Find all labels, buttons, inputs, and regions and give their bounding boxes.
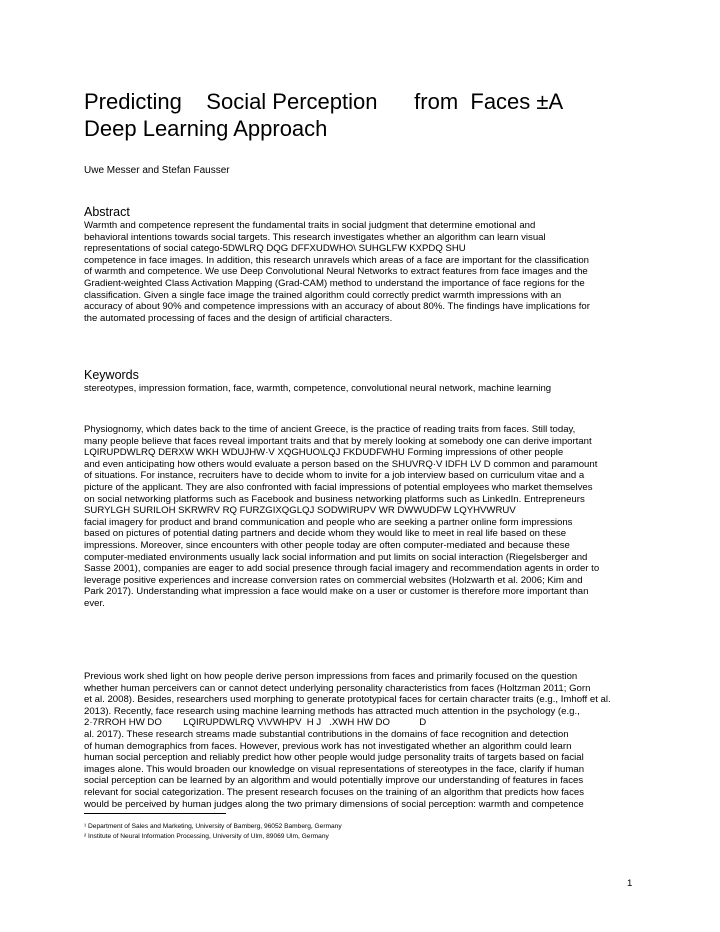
abstract-line: behavioral intentions towards social targets. This research investigates whether an algorithm can learn visual	[84, 231, 546, 243]
body-line: Park 2017). Understanding what impression a face would make on a user or customer is therefore more important than	[84, 586, 589, 598]
footnotes	[84, 822, 342, 841]
body-line: SURYLGH SURILOH SKRWRV RQ FURZGIXQGLQJ SODWIRUPV WR DWWUDFW LQYHVWRUV	[84, 505, 516, 517]
body-line: impressions. Moreover, since encounters with other people today are often computer-mediated and because these	[84, 539, 570, 551]
abstract-heading: Abstract	[84, 205, 130, 219]
abstract-line: representations of social catego-5DWLRQ DQG DFFXUDWHO\ SUHGLFW KXPDQ SHU	[84, 243, 466, 255]
body-line: Sasse 2001), companies are eager to add social presence through facial imagery and recommendation agents in order to	[84, 563, 600, 575]
abstract-line: of warmth and competence. We use Deep Convolutional Neural Networks to extract features from face images and the	[84, 266, 588, 278]
title-line-1: Predicting Social Perception from Faces ±A	[84, 89, 564, 114]
footnote-1: ¹ Department of Sales and Marketing, University of Bamberg, 96052 Bamberg, Germany	[84, 823, 342, 830]
body-line: 2013). Recently, face research using machine learning methods has attracted much attention in the psychology (e.g.,	[84, 705, 580, 717]
body-line: Previous work shed light on how people derive person impressions from faces and primarily focused on the question	[84, 671, 578, 682]
abstract-line: Gradient-weighted Class Activation Mapping (Grad-CAM) method to understand the importance of face regions for the	[84, 277, 585, 289]
body-line: images alone. This would broaden our knowledge on visual representations of stereotypes in the face, clarify if human	[84, 763, 585, 775]
abstract-line: Warmth and competence represent the fundamental traits in social judgment that determine emotional and	[84, 220, 536, 231]
body-line: Physiognomy, which dates back to the time of ancient Greece, is the practice of reading traits from faces. Still today,	[84, 424, 576, 435]
body-line: et al. 2008). Besides, researchers used morphing to generate prototypical faces for certain character traits (e.g., Imhoff et al.	[84, 694, 611, 706]
body-line: LQIRUPDWLRQ DERXW WKH WDUJHW·V XQGHUO\LQJ FKDUDFWHU Forming impressions of other people	[84, 447, 564, 459]
body-line: on social networking platforms such as Facebook and business networking platforms such as LinkedIn. Entrepreneurs	[84, 493, 585, 505]
body-line: and even anticipating how others would evaluate a person based on the SHUVRQ·V IDFH LV D common and paramount	[84, 458, 598, 470]
body-line: based on pictures of potential dating partners and decide whom they would like to meet in real life based on these	[84, 528, 567, 540]
body-line: al. 2017). These research streams made substantial contributions in the domains of face recognition and detection	[84, 728, 569, 740]
keywords-heading: Keywords	[84, 368, 139, 382]
footnote-divider	[84, 813, 226, 814]
keywords-text: stereotypes, impression formation, face, warmth, competence, convolutional neural network, machine learning	[84, 383, 552, 394]
body-line: social perception can be learned by an algorithm and would potentially improve our understanding of features in faces	[84, 775, 584, 787]
body-line: computer-mediated environments usually lack social information and put limits on social interaction (Riegelsberger and	[84, 551, 588, 563]
abstract-body	[84, 220, 716, 324]
page-number: 1	[627, 878, 633, 889]
body-line: many people believe that faces reveal important traits and that by merely looking at somebody one can derive important	[84, 435, 592, 447]
body-line: would be perceived by human judges along the two primary dimensions of social perception: warmth and competence	[84, 798, 584, 810]
body-line: whether human perceivers can or cannot detect underlying personality characteristics from faces (Holtzman 2011; Gorn	[84, 682, 591, 694]
abstract-line: competence in face images. In addition, this research unravels which areas of a face are important for the classification	[84, 254, 589, 266]
paper-title	[84, 88, 644, 142]
footnote-2: ² Institute of Neural Information Processing, University of Ulm, 89069 Ulm, Germany	[84, 832, 329, 840]
body-line: 2·7RROH HW DO LQIRUPDWLRQ V\VWHPV H J .XWH HW DO D	[84, 717, 427, 729]
body-line: picture of the applicant. They are also confronted with facial impressions of potential employees who market themselves	[84, 481, 593, 493]
abstract-line: the automated processing of faces and the design of artificial characters.	[84, 312, 393, 324]
body-line: of human demographics from faces. However, previous work has not investigated whether an algorithm could learn	[84, 740, 572, 752]
body-line: ever.	[84, 597, 105, 609]
body-line: facial imagery for product and brand communication and people who are seeking a partner online form impressions	[84, 516, 573, 528]
authors-text: Uwe Messer and Stefan Fausser	[84, 165, 230, 176]
body-line: of situations. For instance, recruiters have to decide whom to invite for a job interview based on curriculum vitae and a	[84, 470, 585, 482]
body-line: leverage positive experiences and increase conversion rates on commercial websites (Holzwarth et al. 2006; Kim and	[84, 574, 583, 586]
body-line: human social perception and reliably predict how other people would judge personality traits of targets based on facial	[84, 752, 584, 764]
body-paragraph-2	[84, 671, 720, 810]
body-line: relevant for social categorization. The present research focuses on the training of an algorithm that predicts how faces	[84, 786, 585, 798]
title-line-2: Deep Learning Approach	[84, 116, 328, 141]
abstract-line: classification. Given a single face image the trained algorithm could correctly predict warmth impressions with an	[84, 289, 562, 301]
body-paragraph-1	[84, 424, 720, 610]
abstract-line: accuracy of about 90% and competence impressions with an accuracy of about 80%. The findings have implications for	[84, 301, 590, 313]
author-list	[84, 165, 230, 176]
